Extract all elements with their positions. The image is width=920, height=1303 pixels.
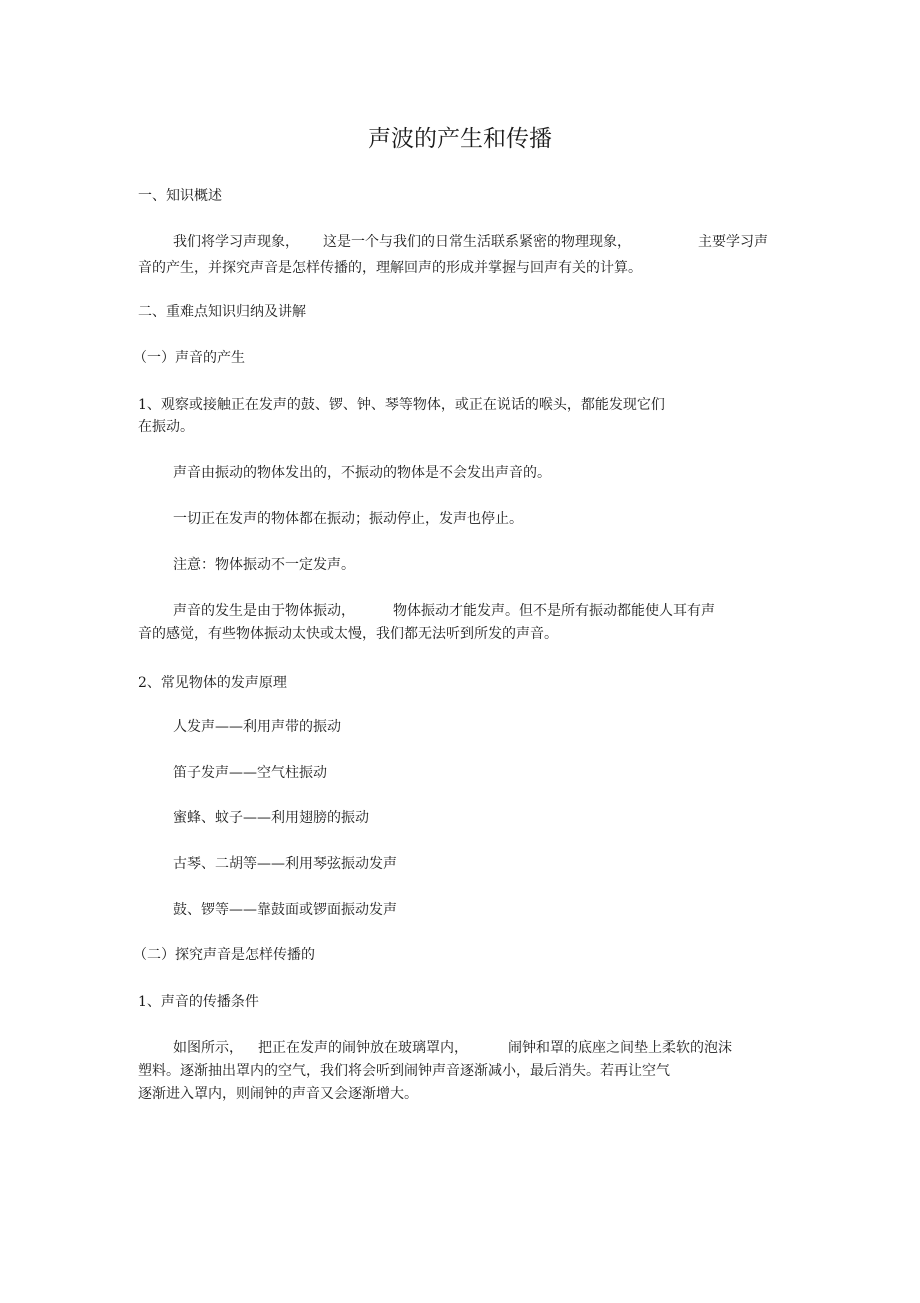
section-heading-key-points: 二、重难点知识归纳及讲解 [138,304,306,320]
experiment-text-part2: 把正在发声的闹钟放在玻璃罩内， [258,1040,468,1056]
overview-text-part2: 这是一个与我们的日常生活联系紧密的物理现象， [323,234,631,250]
paragraph-vibration-source: 声音由振动的物体发出的，不振动的物体是不会发出声音的。 [173,465,551,481]
paragraph-c-line2: 音的感觉，有些物体振动太快或太慢，我们都无法听到所发的声音。 [138,626,558,642]
overview-text-part3: 主要学习声 [698,234,768,250]
principle-item: 古琴、二胡等——利用琴弦振动发声 [173,856,397,872]
note-text: 注意：物体振动不一定发声。 [173,557,355,573]
principle-item: 鼓、锣等——靠鼓面或锣面振动发声 [173,902,397,918]
subsection-heading-propagation: （二）探究声音是怎样传播的 [133,947,315,963]
experiment-text-part1: 如图所示， [173,1040,243,1056]
paragraph-c-part2: 物体振动才能发声。但不是所有振动都能使人耳有声 [393,603,715,619]
item1-text-line1: 1、观察或接触正在发声的鼓、锣、钟、琴等物体，或正在说话的喉头，都能发现它们 [138,397,665,413]
paragraph-vibration-stop: 一切正在发声的物体都在振动；振动停止，发声也停止。 [173,511,523,527]
paragraph-c-part1: 声音的发生是由于物体振动， [173,603,355,619]
principle-item: 人发声——利用声带的振动 [173,719,341,735]
item1-text-line2: 在振动。 [138,419,194,435]
experiment-text-line2: 塑料。逐渐抽出罩内的空气，我们将会听到闹钟声音逐渐减小，最后消失。若再让空气 [138,1063,670,1079]
experiment-text-part3: 闹钟和罩的底座之间垫上柔软的泡沫 [508,1040,732,1056]
principle-item: 笛子发声——空气柱振动 [173,765,327,781]
section-heading-overview: 一、知识概述 [138,188,222,204]
overview-text-line2: 音的产生，并探究声音是怎样传播的，理解回声的形成并掌握与回声有关的计算。 [138,260,642,276]
experiment-text-line3: 逐渐进入罩内，则闹钟的声音又会逐渐增大。 [138,1086,418,1102]
overview-text-part1: 我们将学习声现象， [173,234,299,250]
item3-heading: 1、声音的传播条件 [138,994,259,1010]
item2-heading: 2、常见物体的发声原理 [138,675,287,691]
page-title: 声波的产生和传播 [368,126,552,152]
subsection-heading-sound-production: （一）声音的产生 [133,350,245,366]
principle-item: 蜜蜂、蚊子——利用翅膀的振动 [173,810,369,826]
